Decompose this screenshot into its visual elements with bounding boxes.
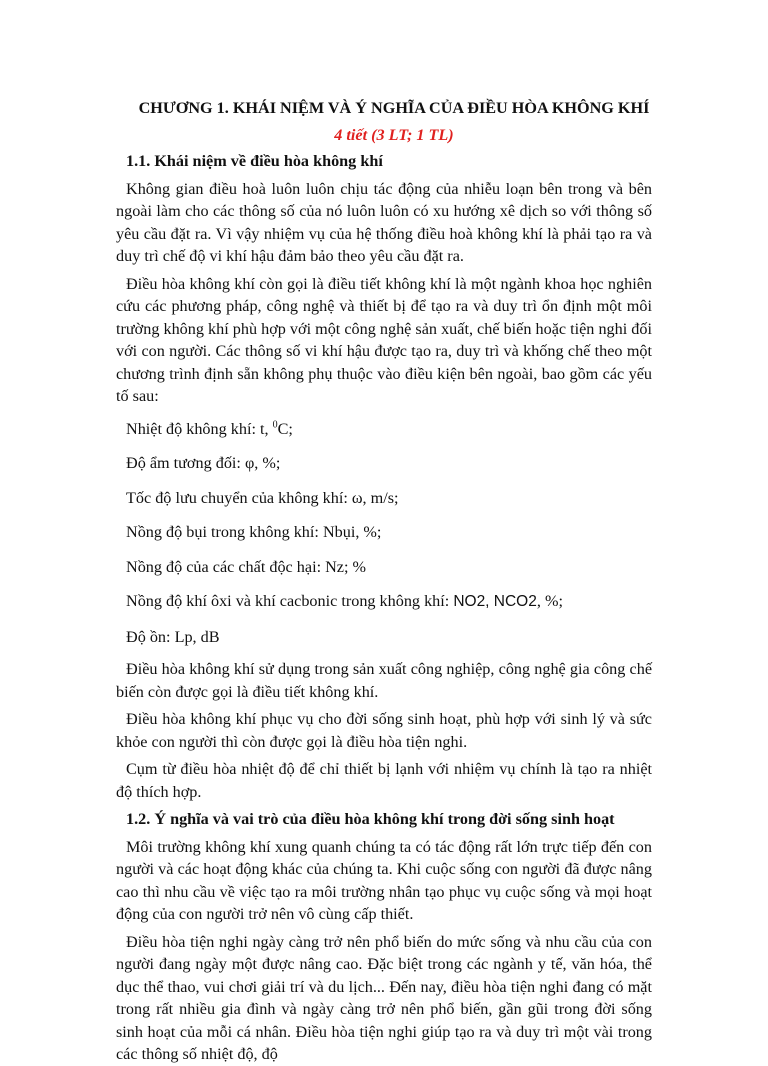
section-2-heading: 1.2. Ý nghĩa và vai trò của điều hòa không khí trong đời sống sinh hoạt	[126, 810, 615, 828]
parameter-noise: Độ ồn: Lp, dB	[126, 627, 220, 646]
section-1-heading: 1.1. Khái niệm về điều hòa không khí	[126, 152, 383, 170]
section-2-paragraph-2: Điều hòa tiện nghi ngày càng trở nên phổ biến do mức sống và nhu cầu của con người đang ngày một được nâng cao. Đặc biệt trong các ngành y tế, văn hóa, thể dục thể thao, vui chơi giải trí và du lịch... Đến nay, điều hòa tiện nghi đang có mặt trong rất nhiều gia đình và ngày càng trở nên phổ biến, gần gũi trong đời sống sinh hoạt của mỗi cá nhân. Điều hòa tiện nghi giúp tạo ra và duy trì một vài trong các thông số nhiệt độ, độ	[116, 932, 652, 1063]
section-1-paragraph-3: Điều hòa không khí sử dụng trong sản xuất công nghiệp, công nghệ gia công chế biến còn được gọi là điều tiết không khí.	[116, 660, 652, 701]
section-1-paragraph-5: Cụm từ điều hòa nhiệt độ để chỉ thiết bị lạnh với nhiệm vụ chính là tạo ra nhiệt độ thích hợp.	[116, 760, 652, 801]
section-1-paragraph-4: Điều hòa không khí phục vụ cho đời sống sinh hoạt, phù hợp với sinh lý và sức khỏe con người thì còn được gọi là điều hòa tiện nghi.	[116, 710, 652, 751]
parameter-humidity: Độ ẩm tương đối: φ, %;	[126, 454, 281, 472]
degree-superscript: 0	[272, 419, 278, 431]
parameter-toxic: Nồng độ của các chất độc hại: Nz; %	[126, 557, 367, 576]
temperature-unit: C;	[277, 419, 293, 438]
chapter-title: CHƯƠNG 1. KHÁI NIỆM VÀ Ý NGHĨA CỦA ĐIỀU HÒA KHÔNG KHÍ	[138, 99, 650, 117]
chapter-subtitle: 4 tiết (3 LT; 1 TL)	[334, 125, 454, 144]
parameter-gas	[116, 590, 652, 614]
parameter-velocity: Tốc độ lưu chuyển của không khí: ω, m/s;	[126, 488, 399, 507]
section-1-paragraph-2: Điều hòa không khí còn gọi là điều tiết không khí là một ngành khoa học nghiên cứu các phương pháp, công nghệ và thiết bị để tạo ra và duy trì ổn định một môi trường không khí phù hợp với một công nghệ sản xuất, chế biến hoặc tiện nghi đối với con người. Các thông số vi khí hậu được tạo ra, duy trì và khống chế theo một chương trình định sẵn không phụ thuộc vào điều kiện bên ngoài, bao gồm các yếu tố sau:	[116, 274, 652, 405]
gas-unit: , %;	[536, 592, 563, 610]
section-1-paragraph-1: Không gian điều hoà luôn luôn chịu tác động của nhiễu loạn bên trong và bên ngoài làm cho các thông số của nó luôn luôn có xu hướng xê dịch so với thông số yêu cầu đặt ra. Vì vậy nhiệm vụ của hệ thống điều hoà không khí là phải tạo ra và duy trì chế độ vi khí hậu đảm bảo theo yêu cầu đặt ra.	[116, 179, 652, 265]
parameter-temperature	[116, 418, 652, 441]
temperature-text: Nhiệt độ không khí: t,	[126, 419, 273, 438]
section-2-paragraph-1: Môi trường không khí xung quanh chúng ta có tác động rất lớn trực tiếp đến con người và các hoạt động khác của chúng ta. Khi cuộc sống con người đã được nâng cao thì nhu cầu về việc tạo ra môi trường nhân tạo phục vụ cuộc sống và mọi hoạt động của con người trở nên vô cùng cấp thiết.	[116, 837, 652, 923]
gas-text: Nồng độ khí ôxi và khí cacbonic trong không khí:	[126, 592, 454, 610]
parameter-dust: Nồng độ bụi trong không khí: Nbụi, %;	[126, 523, 382, 541]
gas-symbols: NO2, NCO2	[453, 593, 537, 610]
